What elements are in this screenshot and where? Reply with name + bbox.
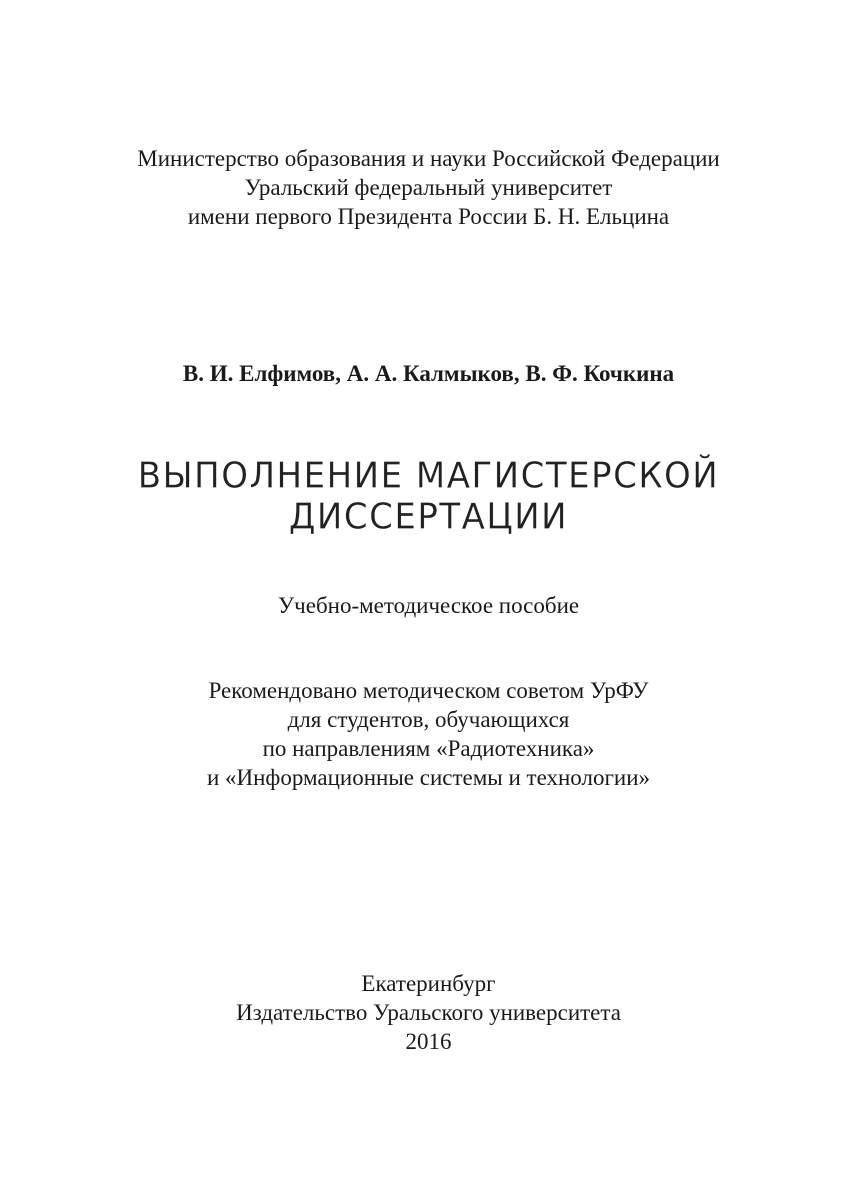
authors-line: В. И. Елфимов, А. А. Калмыков, В. Ф. Кочкина xyxy=(182,361,675,386)
title-line-2: ДИССЕРТАЦИИ xyxy=(288,495,569,538)
imprint-block xyxy=(0,969,857,1056)
title-line-1: ВЫПОЛНЕНИЕ МАГИСТЕРСКОЙ xyxy=(137,454,720,497)
imprint-publisher: Издательство Уральского университета xyxy=(236,1000,621,1025)
book-subtitle xyxy=(0,591,857,620)
institution-block xyxy=(0,144,857,231)
university-name-line: имени первого Президента России Б. Н. Ельцина xyxy=(187,204,670,229)
recommendation-block xyxy=(0,676,857,792)
recommendation-line-2: для студентов, обучающихся xyxy=(287,707,570,732)
recommendation-line-1: Рекомендовано методическом советом УрФУ xyxy=(208,678,649,703)
book-title xyxy=(0,456,857,538)
recommendation-line-4: и «Информационные системы и технологии» xyxy=(206,765,651,790)
recommendation-line-3: по направлениям «Радиотехника» xyxy=(262,736,595,761)
university-line: Уральский федеральный университет xyxy=(244,175,613,200)
ministry-line: Министерство образования и науки Российской Федерации xyxy=(137,146,720,171)
imprint-city: Екатеринбург xyxy=(361,971,496,996)
authors xyxy=(0,359,857,388)
imprint-year: 2016 xyxy=(405,1029,452,1054)
subtitle-line: Учебно-методическое пособие xyxy=(277,593,580,618)
